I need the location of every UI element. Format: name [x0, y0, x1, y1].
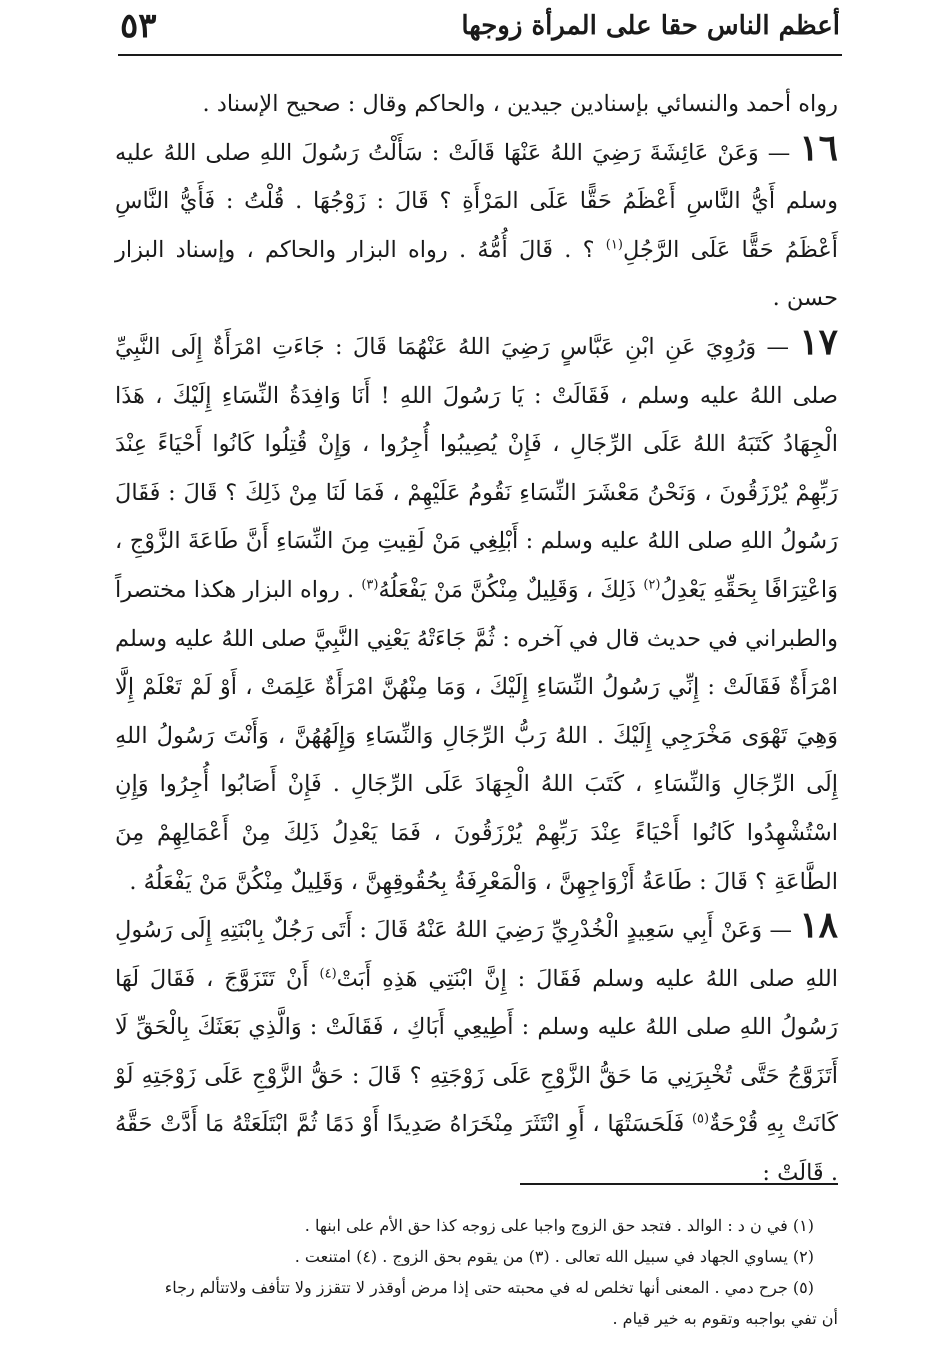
footnote-separator — [520, 1183, 838, 1185]
hadith-17 — [115, 320, 839, 906]
hadith-text-after: ؟ . قَالَ أُمُّهُ . رواه البزار والحاكم ، وإسناد البزار حسن . — [115, 236, 838, 312]
running-title: أعظم الناس حقا على المرأة زوجها — [461, 11, 840, 41]
footnote-1: (١) في ن د : الوالد . فتجد حق الزوج واجبا على زوجه كذا حق الأم على ابنها . — [304, 1216, 814, 1235]
footnote-ref: (١) — [605, 237, 623, 253]
hadith-number: ١٧ — [799, 320, 838, 363]
footnote-2-3-4: (٢) يساوي الجهاد في سبيل الله تعالى . (٣) من يقوم بحق الزوج . (٤) امتنعت . — [294, 1247, 814, 1266]
main-text — [115, 80, 838, 1198]
paragraph-text: رواه أحمد والنسائي بإسنادين جيدين ، والحاكم وقال : صحيح الإسناد . — [202, 91, 838, 117]
page-header — [120, 6, 840, 46]
footnote-ref: (٢) — [643, 577, 661, 593]
paragraph-intro — [115, 80, 838, 129]
hadith-text-mid: ذَلِكَ ، وَقَلِيلٌ مِنْكُنَّ مَنْ يَفْعَلُهُ — [378, 576, 637, 603]
header-rule — [118, 54, 842, 56]
footnote-5-continuation: أن تفي بواجبه وتقوم به خير قيام . — [612, 1309, 838, 1328]
hadith-text-after: فَلَحَسَتْهَا ، أَوِ انْتَثَرَ مِنْخَرَاهُ صَدِيدًا أَوْ دَمًا ثُمَّ ابْتَلَعَتْهُ مَا أَدَّتْ حَقَّهُ . قَالَتْ : — [115, 1111, 838, 1187]
hadith-16 — [115, 126, 839, 323]
hadith-text: — وَعَنْ أَبِي سَعِيدٍ الْخُدْرِيِّ رَضِيَ اللهُ عَنْهُ قَالَ : أَتَى رَجُلٌ بِابْنَتِهِ إِلَى رَسُولِ اللهِ صلى اللهُ عليه وسلم فَقَالَ : إِنَّ ابْنَتِي هَذِهِ أَبَتْ — [115, 917, 838, 992]
hadith-text: — وَرُوِيَ عَنِ ابْنِ عَبَّاسٍ رَضِيَ اللهُ عَنْهُمَا قَالَ : جَاءَتِ امْرَأَةٌ إِلَى النَّبِيِّ صلى اللهُ عليه وسلم ، فَقَالَتْ : يَا رَسُولَ اللهِ ! أَنَا وَافِدَةُ النِّسَاءِ إِلَيْكَ ، هَذَا الْجِهَادُ كَتَبَهُ اللهُ عَلَى الرِّجَالِ ، فَإِنْ يُصِيبُوا أُجِرُوا ، وَإِنْ قُتِلُوا كَانُوا أَحْيَاءً عِنْدَ رَبِّهِمْ يُرْزَقُونَ ، وَنَحْنُ مَعْشَرَ النِّسَاءِ نَقُومُ عَلَيْهِمْ ، فَمَا لَنَا مِنْ ذَلِكَ ؟ قَالَ : فَقَالَ رَسُولُ اللهِ صلى اللهُ عليه وسلم : أَبْلِغِي مَنْ لَقِيتِ مِنَ النِّسَاءِ أَنَّ طَاعَةَ الزَّوْجِ ، وَاعْتِرَافًا بِحَقِّهِ يَعْدِلُ — [115, 333, 839, 603]
footnote-5: (٥) جرح دمي . المعنى أنها تخلص له في محبته حتى إذا مرض أوقذر لا تتقزز ولا تتأفف ولاتتألم رجاء — [164, 1278, 814, 1297]
hadith-number: ١٦ — [799, 126, 838, 169]
hadith-number: ١٨ — [799, 904, 838, 947]
page-number: ٥٣ — [120, 6, 157, 46]
footnotes — [115, 1210, 838, 1334]
hadith-18 — [115, 906, 838, 1198]
footnote-ref: (٣) — [361, 577, 379, 593]
hadith-text-after: . رواه البزار هكذا مختصراً والطبراني في حديث قال في آخره : ثُمَّ جَاءَتْهُ يَعْنِي النَّبِيَّ صلى اللهُ عليه وسلم امْرَأَةٌ فَقَالَتْ : إِنِّي رَسُولُ النِّسَاءِ إِلَيْكَ ، وَمَا مِنْهُنَّ امْرَأَةٌ عَلِمَتْ ، أَوْ لَمْ تَعْلَمْ إِلَّا وَهِيَ تَهْوَى مَخْرَجِي إِلَيْكَ . اللهُ رَبُّ الرِّجَالِ وَالنِّسَاءِ وَإِلَهُهُنَّ ، وَأَنْتَ رَسُولُ اللهِ إِلَى الرِّجَالِ وَالنِّسَاءِ ، كَتَبَ اللهُ الْجِهَادَ عَلَى الرِّجَالِ . فَإِنْ أَصَابُوا أُجِرُوا وَإِنِ اسْتُشْهِدُوا كَانُوا أَحْيَاءً عِنْدَ رَبِّهِمْ يُرْزَقُونَ ، فَمَا يَعْدِلُ ذَلِكَ مِنْ أَعْمَالِهِمْ مِنَ الطَّاعَةِ ؟ قَالَ : طَاعَةُ أَزْوَاجِهِنَّ ، وَالْمَعْرِفَةُ بِحُقُوقِهِنَّ ، وَقَلِيلٌ مِنْكُنَّ مَنْ يَفْعَلُهُ . — [115, 576, 838, 895]
footnote-ref: (٥) — [691, 1111, 710, 1127]
footnote-ref: (٤) — [319, 966, 337, 982]
hadith-text-mid: أَنْ تَتَزَوَّجَ ، فَقَالَ لَهَا رَسُولُ اللهِ صلى اللهُ عليه وسلم : أَطِيعِي أَبَاكِ ، فَقَالَتْ : وَالَّذِي بَعَثَكَ بِالْحَقِّ لَا أَتَزَوَّجُ حَتَّى تُخْبِرَنِي مَا حَقُّ الزَّوْجِ عَلَى زَوْجَتِهِ ؟ قَالَ : حَقُّ الزَّوْجِ عَلَى زَوْجَتِهِ لَوْ كَانَتْ بِهِ قُرْحَةٌ — [115, 965, 838, 1138]
hadith-text: — وَعَنْ عَائِشَةَ رَضِيَ اللهُ عَنْهَا قَالَتْ : سَأَلْتُ رَسُولَ اللهِ صلى اللهُ عليه وسلم أَيُّ النَّاسِ أَعْظَمُ حَقًّا عَلَى المَرْأَةِ ؟ قَالَ : زَوْجُهَا . قُلْتُ : فَأَيُّ النَّاسِ أَعْظَمُ حَقًّا عَلَى الرَّجُلِ — [115, 139, 839, 263]
